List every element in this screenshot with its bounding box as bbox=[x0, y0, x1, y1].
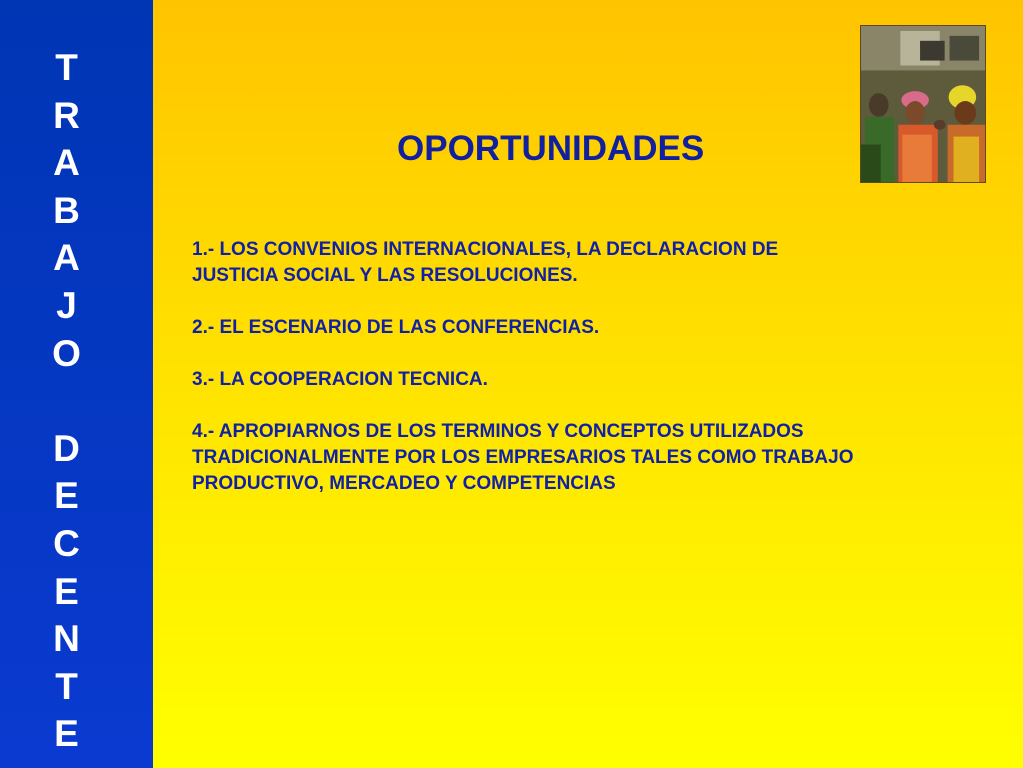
list-item-line: 2.- EL ESCENARIO DE LAS CONFERENCIAS. bbox=[192, 317, 600, 338]
list-item-line: JUSTICIA SOCIAL Y LAS RESOLUCIONES. bbox=[192, 265, 578, 286]
photo-image bbox=[861, 26, 985, 182]
sidebar-letter: E bbox=[54, 713, 79, 755]
list-item bbox=[192, 367, 972, 393]
sidebar-letter: A bbox=[53, 237, 80, 279]
list-item bbox=[192, 419, 972, 497]
sidebar-letter: N bbox=[53, 618, 80, 660]
list-item-line: TRADICIONALMENTE POR LOS EMPRESARIOS TALES COMO TRABAJO bbox=[192, 447, 854, 468]
list-item-line: 3.- LA COOPERACION TECNICA. bbox=[192, 369, 488, 390]
sidebar-letter-gap bbox=[37, 377, 97, 425]
sidebar bbox=[0, 0, 153, 768]
slide-title: OPORTUNIDADES bbox=[397, 129, 705, 168]
sidebar-letter: E bbox=[54, 475, 79, 517]
list-item-line: 1.- LOS CONVENIOS INTERNACIONALES, LA DECLARACION DE bbox=[192, 239, 779, 260]
sidebar-letter: E bbox=[54, 570, 79, 612]
sidebar-letter: D bbox=[53, 427, 80, 469]
sidebar-letter: R bbox=[53, 94, 80, 136]
list-item-line: PRODUCTIVO, MERCADEO Y COMPETENCIAS bbox=[192, 473, 616, 494]
sidebar-letter: O bbox=[52, 332, 81, 374]
list-item-line: 4.- APROPIARNOS DE LOS TERMINOS Y CONCEPTOS UTILIZADOS bbox=[192, 421, 804, 442]
sidebar-letter: C bbox=[53, 522, 80, 564]
sidebar-letter: T bbox=[55, 47, 78, 88]
list-item bbox=[192, 237, 972, 289]
photo bbox=[860, 25, 986, 183]
vertical-title bbox=[0, 44, 133, 758]
sidebar-letter: B bbox=[53, 189, 80, 231]
sidebar-letter: J bbox=[56, 284, 77, 326]
sidebar-letter: T bbox=[55, 665, 78, 707]
opportunities-list bbox=[192, 237, 972, 523]
list-item bbox=[192, 315, 972, 341]
sidebar-letter: A bbox=[53, 142, 80, 184]
